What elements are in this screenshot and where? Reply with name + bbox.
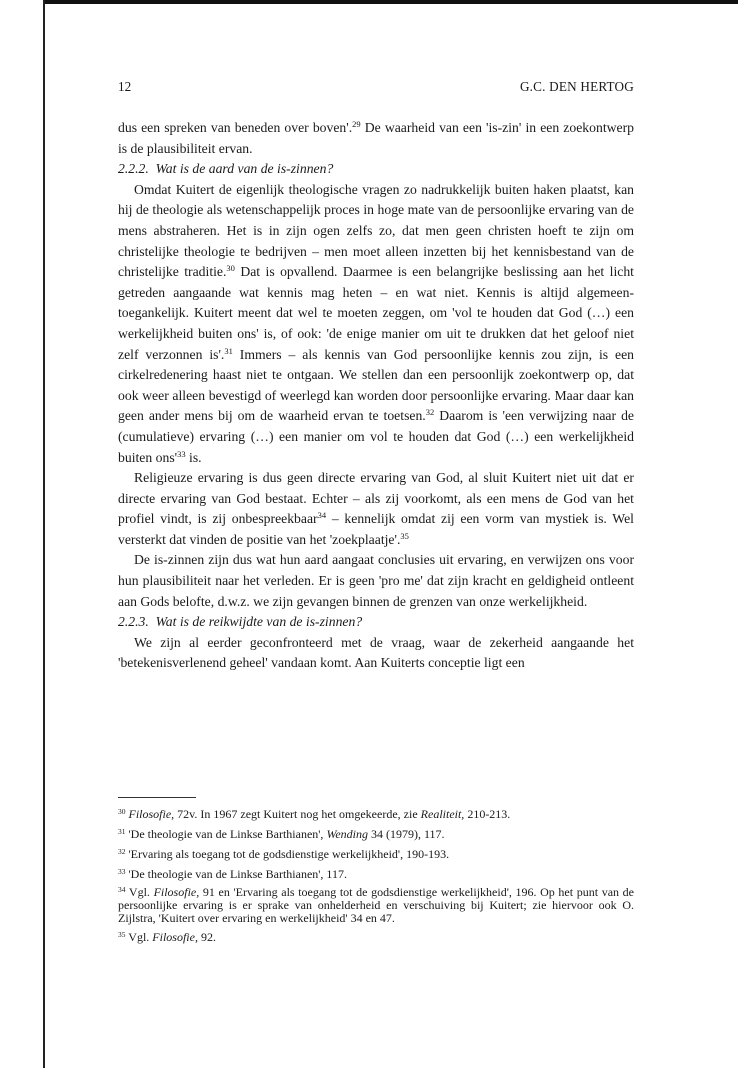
- footnote-text: 72v. In 1967 zegt Kuitert nog het omgekeerde, zie: [174, 807, 421, 821]
- footnote-text: 91 en 'Ervaring als toegang tot de godsdienstige werkelijkheid', 196. Op het punt van de persoonlijke ervaring is er sprake van onhelderheid en verschuiving bij Kuitert; zie hiervoor ook O. Zijlstra, 'Kuitert over ervaring en werkelijkheid' 34 en 47.: [118, 885, 634, 925]
- text-run: Immers – als kennis van God persoonlijke kennis zou zijn, is een cirkelredenering haast niet te ontgaan. We stellen dan een persoonlijk zoekontwerp op, dat ook weer alleen bevestigd of weerlegd kan worden door persoonlijke ervaring. Maar daar kan geen ander mens bij om de waarheid ervan te toetsen.: [118, 346, 634, 424]
- footnote-text: 34 (1979), 117.: [368, 827, 445, 841]
- footnote-text: Realiteit,: [420, 807, 465, 821]
- footnote-text: 'De theologie van de Linkse Barthianen', 117.: [125, 867, 347, 881]
- footnote-ref[interactable]: 31: [224, 345, 233, 356]
- paragraph-continuation: [118, 118, 634, 159]
- text-run: dus een spreken van beneden over boven'.: [118, 120, 353, 135]
- footnote-number: 32: [118, 847, 126, 856]
- footnote-rule: [118, 797, 196, 798]
- paragraph: [118, 468, 634, 550]
- footnote-ref[interactable]: 34: [317, 510, 327, 521]
- page-number: 12: [118, 79, 132, 94]
- footnotes: [118, 806, 634, 949]
- footnote-text: Wending: [326, 827, 368, 841]
- text-run: is.: [185, 449, 202, 465]
- footnote-text: Filosofie,: [128, 807, 175, 821]
- text-run: Religieuze ervaring is dus geen directe ervaring van God, al sluit Kuitert niet uit dat er directe ervaring van God bestaat. Echter – als zij voorkomt, als een mens de God van het profiel vindt, is zij onbespreekbaar: [118, 470, 634, 527]
- text-run: Omdat Kuitert de eigenlijk theologische vragen zo nadrukkelijk buiten haken plaatst, kan hij de theologie als wetenschappelijk proces in hoge mate van de persoonlijke ervaring van de mens abstraheren. Het is in zijn ogen zelfs zo, dat men geen christen hoeft te zijn om christelijke theologie te bedrijven – men moet alleen inzetten bij het kennisbestand van de christelijke traditie.: [118, 181, 634, 280]
- footnote-ref[interactable]: 29: [352, 119, 361, 129]
- paragraph: [118, 180, 634, 468]
- footnote-text: Vgl.: [125, 885, 154, 899]
- section-heading-2-2-2: [118, 159, 634, 180]
- text-run: – kennelijk omdat zij een vorm van mystiek is. Wel versterkt dat vinden de positie van het 'zoekplaatje'.: [118, 511, 634, 547]
- section-title: Wat is de aard van de is-zinnen?: [155, 161, 334, 177]
- page-header: [118, 79, 634, 97]
- footnote-31: [118, 826, 634, 842]
- section-title: Wat is de reikwijdte van de is-zinnen?: [155, 614, 363, 630]
- footnote-35: [118, 929, 634, 945]
- section-number: 2.2.2.: [118, 161, 149, 177]
- text-run: Dat is opvallend. Daarmee is een belangrijke beslissing aan het licht getreden aangaande wat kennis mag heten – en wat niet. Kennis is altijd algemeen-toegankelijk. Kuitert meent dat wel te moeten zeggen, om 'vol te houden dat God (…) een werkelijkheid buiten ons' is, of ook: 'de enige manier om uit te drukken dat het geloof niet zelf verzonnen is'.: [118, 264, 634, 362]
- footnote-text: 92.: [197, 930, 216, 944]
- footnote-number: 35: [118, 930, 126, 939]
- footnote-34: [118, 886, 634, 925]
- paragraph: [118, 633, 634, 674]
- text-run: We zijn al eerder geconfronteerd met de vraag, waar de zekerheid aangaande het 'betekenisverlenend geheel' vandaan komt. Aan Kuiterts conceptie ligt een: [118, 634, 634, 671]
- scan-border-top: [43, 0, 738, 4]
- paragraph: [118, 550, 634, 612]
- section-number: 2.2.3.: [118, 614, 149, 630]
- footnote-text: Filosofie,: [153, 885, 200, 899]
- footnote-33: [118, 866, 634, 882]
- footnote-number: 30: [118, 807, 126, 816]
- running-head: G.C. DEN HERTOG: [519, 79, 634, 94]
- text-run: Daarom is 'een verwijzing naar de (cumulatieve) ervaring (…) een manier om vol te houden dat God (…) een werkelijkheid buiten ons': [118, 408, 634, 465]
- scan-border-left: [43, 0, 45, 1068]
- footnote-text: Filosofie,: [152, 930, 198, 944]
- footnote-text: 210-213.: [464, 807, 511, 821]
- footnote-text: Vgl.: [125, 930, 153, 944]
- footnote-ref[interactable]: 30: [226, 263, 235, 274]
- text-run: De waarheid van een 'is-zin' in een zoekontwerp is de plausibiliteit ervan.: [118, 120, 634, 156]
- main-text: [118, 118, 634, 674]
- text-run: De is-zinnen zijn dus wat hun aard aangaat conclusies uit ervaring, en verwijzen ons voor hun plausibiliteit naar het verleden. Er is geen 'pro me' dat zijn kracht en geldigheid ontleent aan Gods belofte, d.w.z. we zijn gevangen binnen de grenzen van onze werkelijkheid.: [118, 552, 634, 609]
- footnote-number: 34: [118, 885, 126, 894]
- footnote-ref[interactable]: 32: [425, 407, 435, 418]
- footnote-ref[interactable]: 35: [400, 530, 409, 541]
- section-heading-2-2-3: [118, 612, 634, 633]
- footnote-30: [118, 806, 634, 822]
- footnote-number: 33: [118, 867, 126, 876]
- footnote-text: 'Ervaring als toegang tot de godsdienstige werkelijkheid', 190-193.: [125, 847, 450, 861]
- footnote-32: [118, 846, 634, 862]
- footnote-ref[interactable]: 33: [177, 448, 186, 459]
- footnote-text: 'De theologie van de Linkse Barthianen',: [125, 827, 327, 841]
- footnote-number: 31: [118, 827, 126, 836]
